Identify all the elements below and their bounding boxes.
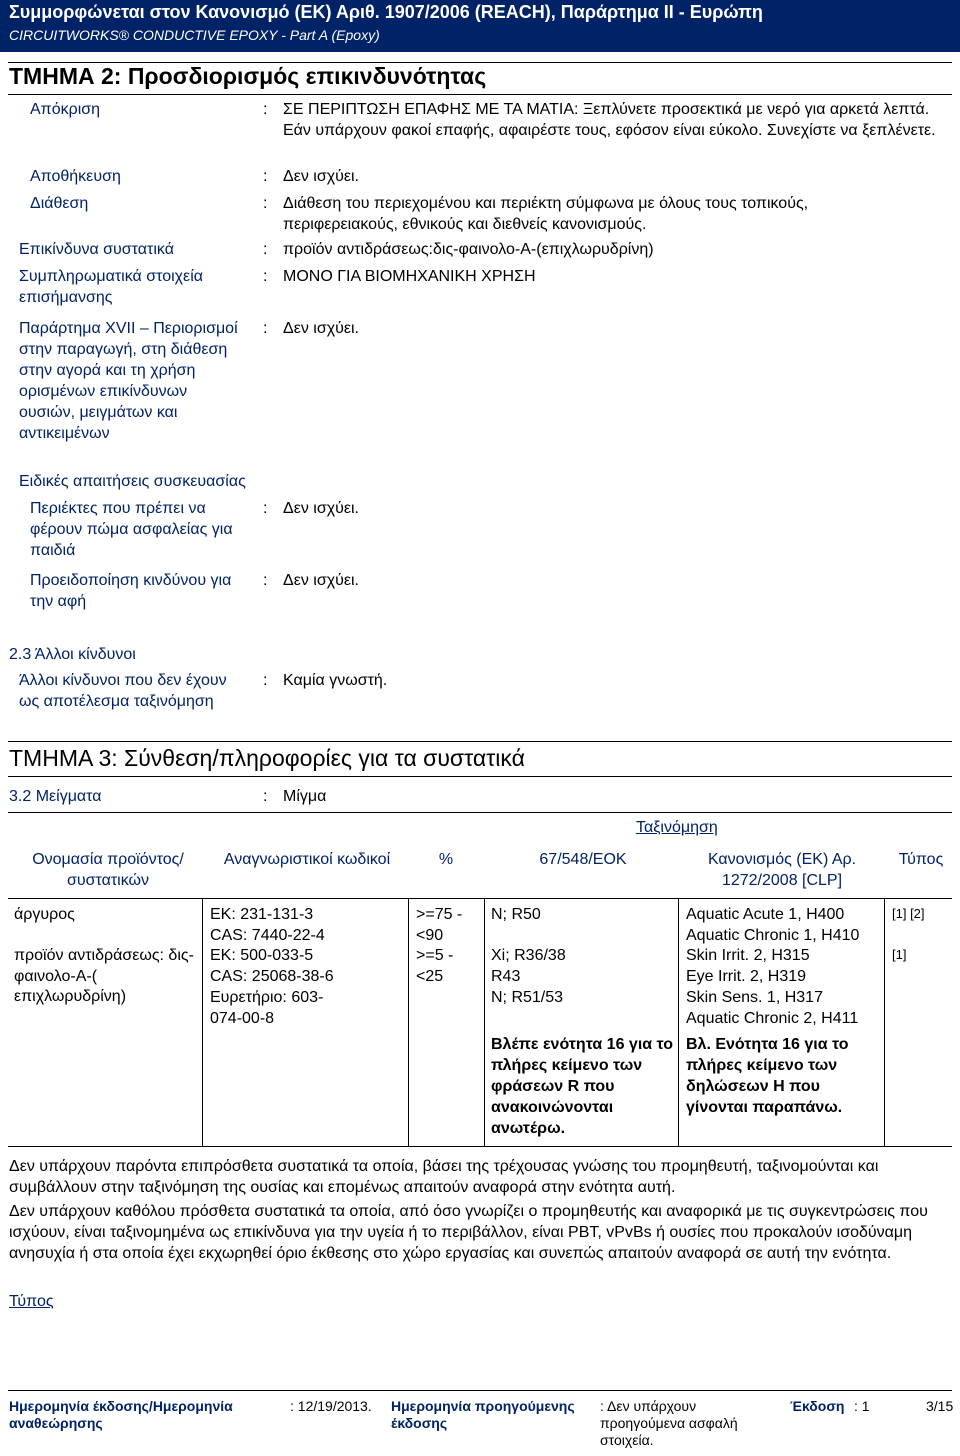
header-border: [8, 898, 952, 899]
classification-67548: R43: [491, 968, 521, 985]
divider: [8, 776, 952, 777]
colon: :: [263, 788, 268, 805]
colon: :: [263, 241, 268, 258]
table-top-border: [8, 812, 952, 813]
disposal-label: Διάθεση: [30, 195, 89, 212]
cas-number: CAS: 7440-22-4: [210, 927, 325, 944]
additional-ingredients-note: Δεν υπάρχουν παρόντα επιπρόσθετα συστατικά τα οποία, βάσει της τρέχουσας γνώσης του προμηθευτή, ταξινομούνται και συμβάλλουν στην ταξινόμηση της ουσίας και επομένως απαιτούν αναφορά στην ενότητα αυτή.: [9, 1158, 879, 1196]
classification-clp: Aquatic Chronic 2, H411: [686, 1010, 859, 1027]
type-code: [1] [2]: [892, 906, 925, 921]
column-divider: [484, 898, 485, 1146]
issue-date-label: Ημερομηνία έκδοσης/Ημερομηνία αναθεώρησης: [9, 1398, 233, 1431]
r-phrases-note: Βλέπε ενότητα 16 για το πλήρες κείμενο των φράσεων R που ανακοινώνονται ανωτέρω.: [491, 1036, 674, 1137]
colon: :: [263, 572, 268, 589]
classification-67548: N; R51/53: [491, 989, 564, 1006]
col-clp-header: Κανονισμός (ΕΚ) Αρ. 1272/2008 [CLP]: [707, 851, 857, 889]
index-number: Ευρετήριο: 603-074-00-8: [210, 989, 324, 1027]
previous-date-value: : Δεν υπάρχουν προηγούμενα ασφαλή στοιχεία.: [600, 1398, 738, 1448]
column-divider: [408, 898, 409, 1146]
type-link[interactable]: Τύπος: [9, 1293, 54, 1310]
classification-clp: Eye Irrit. 2, H319: [686, 968, 807, 985]
classification-clp: Skin Irrit. 2, H315: [686, 947, 810, 964]
other-hazards-label: Άλλοι κίνδυνοι που δεν έχουν ως αποτέλεσμα ταξινόμηση: [19, 672, 227, 710]
mixtures-value: Μίγμα: [283, 788, 327, 805]
response-value: ΣΕ ΠΕΡΙΠΤΩΣΗ ΕΠΑΦΗΣ ΜΕ ΤΑ ΜΑΤΙΑ: Ξεπλύνετε προσεκτικά με νερό για αρκετά λεπτά. Εάν υπάρχουν φακοί επαφής, αφαιρέστε τους, εφόσον είναι εύκολο. Συνεχίστε να ξεπλένετε.: [283, 101, 936, 139]
column-divider: [202, 898, 203, 1146]
colon: :: [263, 168, 268, 185]
section3-title: ΤΜΗΜΑ 3: Σύνθεση/πληροφορίες για τα συστατικά: [9, 745, 525, 771]
colon: :: [263, 195, 268, 212]
colon: :: [263, 268, 268, 285]
column-divider: [678, 898, 679, 1146]
hazardous-value: προϊόν αντιδράσεως:δις-φαινολο-Α-(επιχλωρυδρίνη): [283, 241, 654, 258]
issue-date-value: : 12/19/2013.: [290, 1398, 372, 1414]
colon: :: [263, 500, 268, 517]
col-percent-header: %: [438, 851, 454, 868]
col-ids-header: Αναγνωριστικοί κωδικοί: [223, 851, 391, 868]
version-label: Έκδοση: [790, 1398, 845, 1414]
supplemental-label: Συμπληρωματικά στοιχεία επισήμανσης: [19, 268, 203, 306]
disposal-value: Διάθεση του περιεχομένου και περιέκτη σύμφωνα με όλους τους τοπικούς, περιφερειακούς, εθνικούς και διεθνείς κανονισμούς.: [283, 195, 809, 233]
ec-number: ΕΚ: 500-033-5: [210, 947, 314, 964]
storage-label: Αποθήκευση: [30, 168, 121, 185]
col-67548-header: 67/548/ΕΟΚ: [539, 851, 627, 868]
divider: [8, 94, 952, 95]
ingredient-name: προϊόν αντιδράσεως: δις-φαινολο-Α-( επιχλωρυδρίνη): [14, 947, 194, 1005]
h-statements-note: Βλ. Ενότητα 16 για το πλήρες κείμενο των δηλώσεων Η που γίνονται παραπάνω.: [686, 1036, 849, 1116]
document-header: [0, 0, 960, 52]
percent-range: >=5 - <25: [416, 947, 454, 985]
colon: :: [263, 101, 268, 118]
divider: [8, 741, 952, 742]
packaging-heading: Ειδικές απαιτήσεις συσκευασίας: [19, 473, 246, 490]
classification-header: Ταξινόμηση: [636, 819, 718, 836]
cas-number: CAS: 25068-38-6: [210, 968, 334, 985]
col-type-header: Τύπος: [898, 851, 944, 868]
regulation-title: Συμμορφώνεται στον Κανονισμό (ΕΚ) Αριθ. 1907/2006 (REACH), Παράρτημα II - Ευρώπη: [9, 2, 763, 22]
other-hazards-value: Καμία γνωστή.: [283, 672, 388, 689]
product-name: CIRCUITWORKS® CONDUCTIVE EPOXY - Part A (Epoxy): [9, 27, 380, 43]
no-additional-ingredients-note: Δεν υπάρχουν καθόλου πρόσθετα συστατικά τα οποία, από όσο γνωρίζει ο προμηθευτής και αναφορικά με τις συγκεντρώσεις που ισχύουν, είναι ταξινομημένα ως επικίνδυνα για την υγεία ή το περιβάλλον, είναι PBT, vPvBs ή ουσίες που προκαλούν ισοδύναμη ανησυχία ή στα οποία έχει εκχωρηθεί όριο έκθεσης στο χώρο εργασίας και συνεπώς απαιτούν αναφορά σε αυτή την ενότητα.: [9, 1203, 928, 1262]
classification-67548: N; R50: [491, 906, 541, 923]
colon: :: [263, 672, 268, 689]
ec-number: ΕΚ: 231-131-3: [210, 906, 314, 923]
classification-clp: Skin Sens. 1, H317: [686, 989, 823, 1006]
supplemental-value: ΜΟΝΟ ΓΙΑ ΒΙΟΜΗΧΑΝΙΚΗ ΧΡΗΣΗ: [283, 268, 536, 285]
col-name-header: Ονομασία προϊόντος/ συστατικών: [32, 851, 184, 889]
tactile-warning-label: Προειδοποίηση κινδύνου για την αφή: [30, 572, 232, 610]
section23-title: 2.3 Άλλοι κίνδυνοι: [9, 646, 136, 663]
storage-value: Δεν ισχύει.: [283, 168, 359, 185]
page-number: 3/15: [926, 1398, 954, 1414]
column-divider: [884, 898, 885, 1146]
version-value: : 1: [854, 1398, 870, 1414]
annex-xvii-value: Δεν ισχύει.: [283, 320, 359, 337]
classification-67548: Xi; R36/38: [491, 947, 566, 964]
footer-divider: [8, 1390, 952, 1391]
table-bottom-border: [8, 1146, 952, 1147]
hazardous-label: Επικίνδυνα συστατικά: [19, 241, 174, 258]
response-label: Απόκριση: [30, 101, 101, 118]
section2-title: ΤΜΗΜΑ 2: Προσδιορισμός επικινδυνότητας: [9, 63, 487, 89]
colon: :: [263, 320, 268, 337]
mixtures-label: 3.2 Μείγματα: [9, 788, 102, 805]
child-resistant-value: Δεν ισχύει.: [283, 500, 359, 517]
ingredient-name: άργυρος: [14, 906, 75, 923]
tactile-warning-value: Δεν ισχύει.: [283, 572, 359, 589]
classification-clp: Aquatic Acute 1, H400: [686, 906, 845, 923]
percent-range: >=75 - <90: [416, 906, 463, 944]
annex-xvii-label: Παράρτημα XVII – Περιορισμοί στην παραγωγή, στη διάθεση στην αγορά και τη χρήση ορισμένων επικίνδυνων ουσιών, μειγμάτων και αντικειμένων: [19, 320, 238, 442]
classification-clp: Aquatic Chronic 1, H410: [686, 927, 860, 944]
previous-date-label: Ημερομηνία προηγούμενης έκδοσης: [391, 1398, 575, 1431]
type-code: [1]: [892, 947, 907, 962]
child-resistant-label: Περιέκτες που πρέπει να φέρουν πώμα ασφαλείας για παιδιά: [30, 500, 233, 559]
